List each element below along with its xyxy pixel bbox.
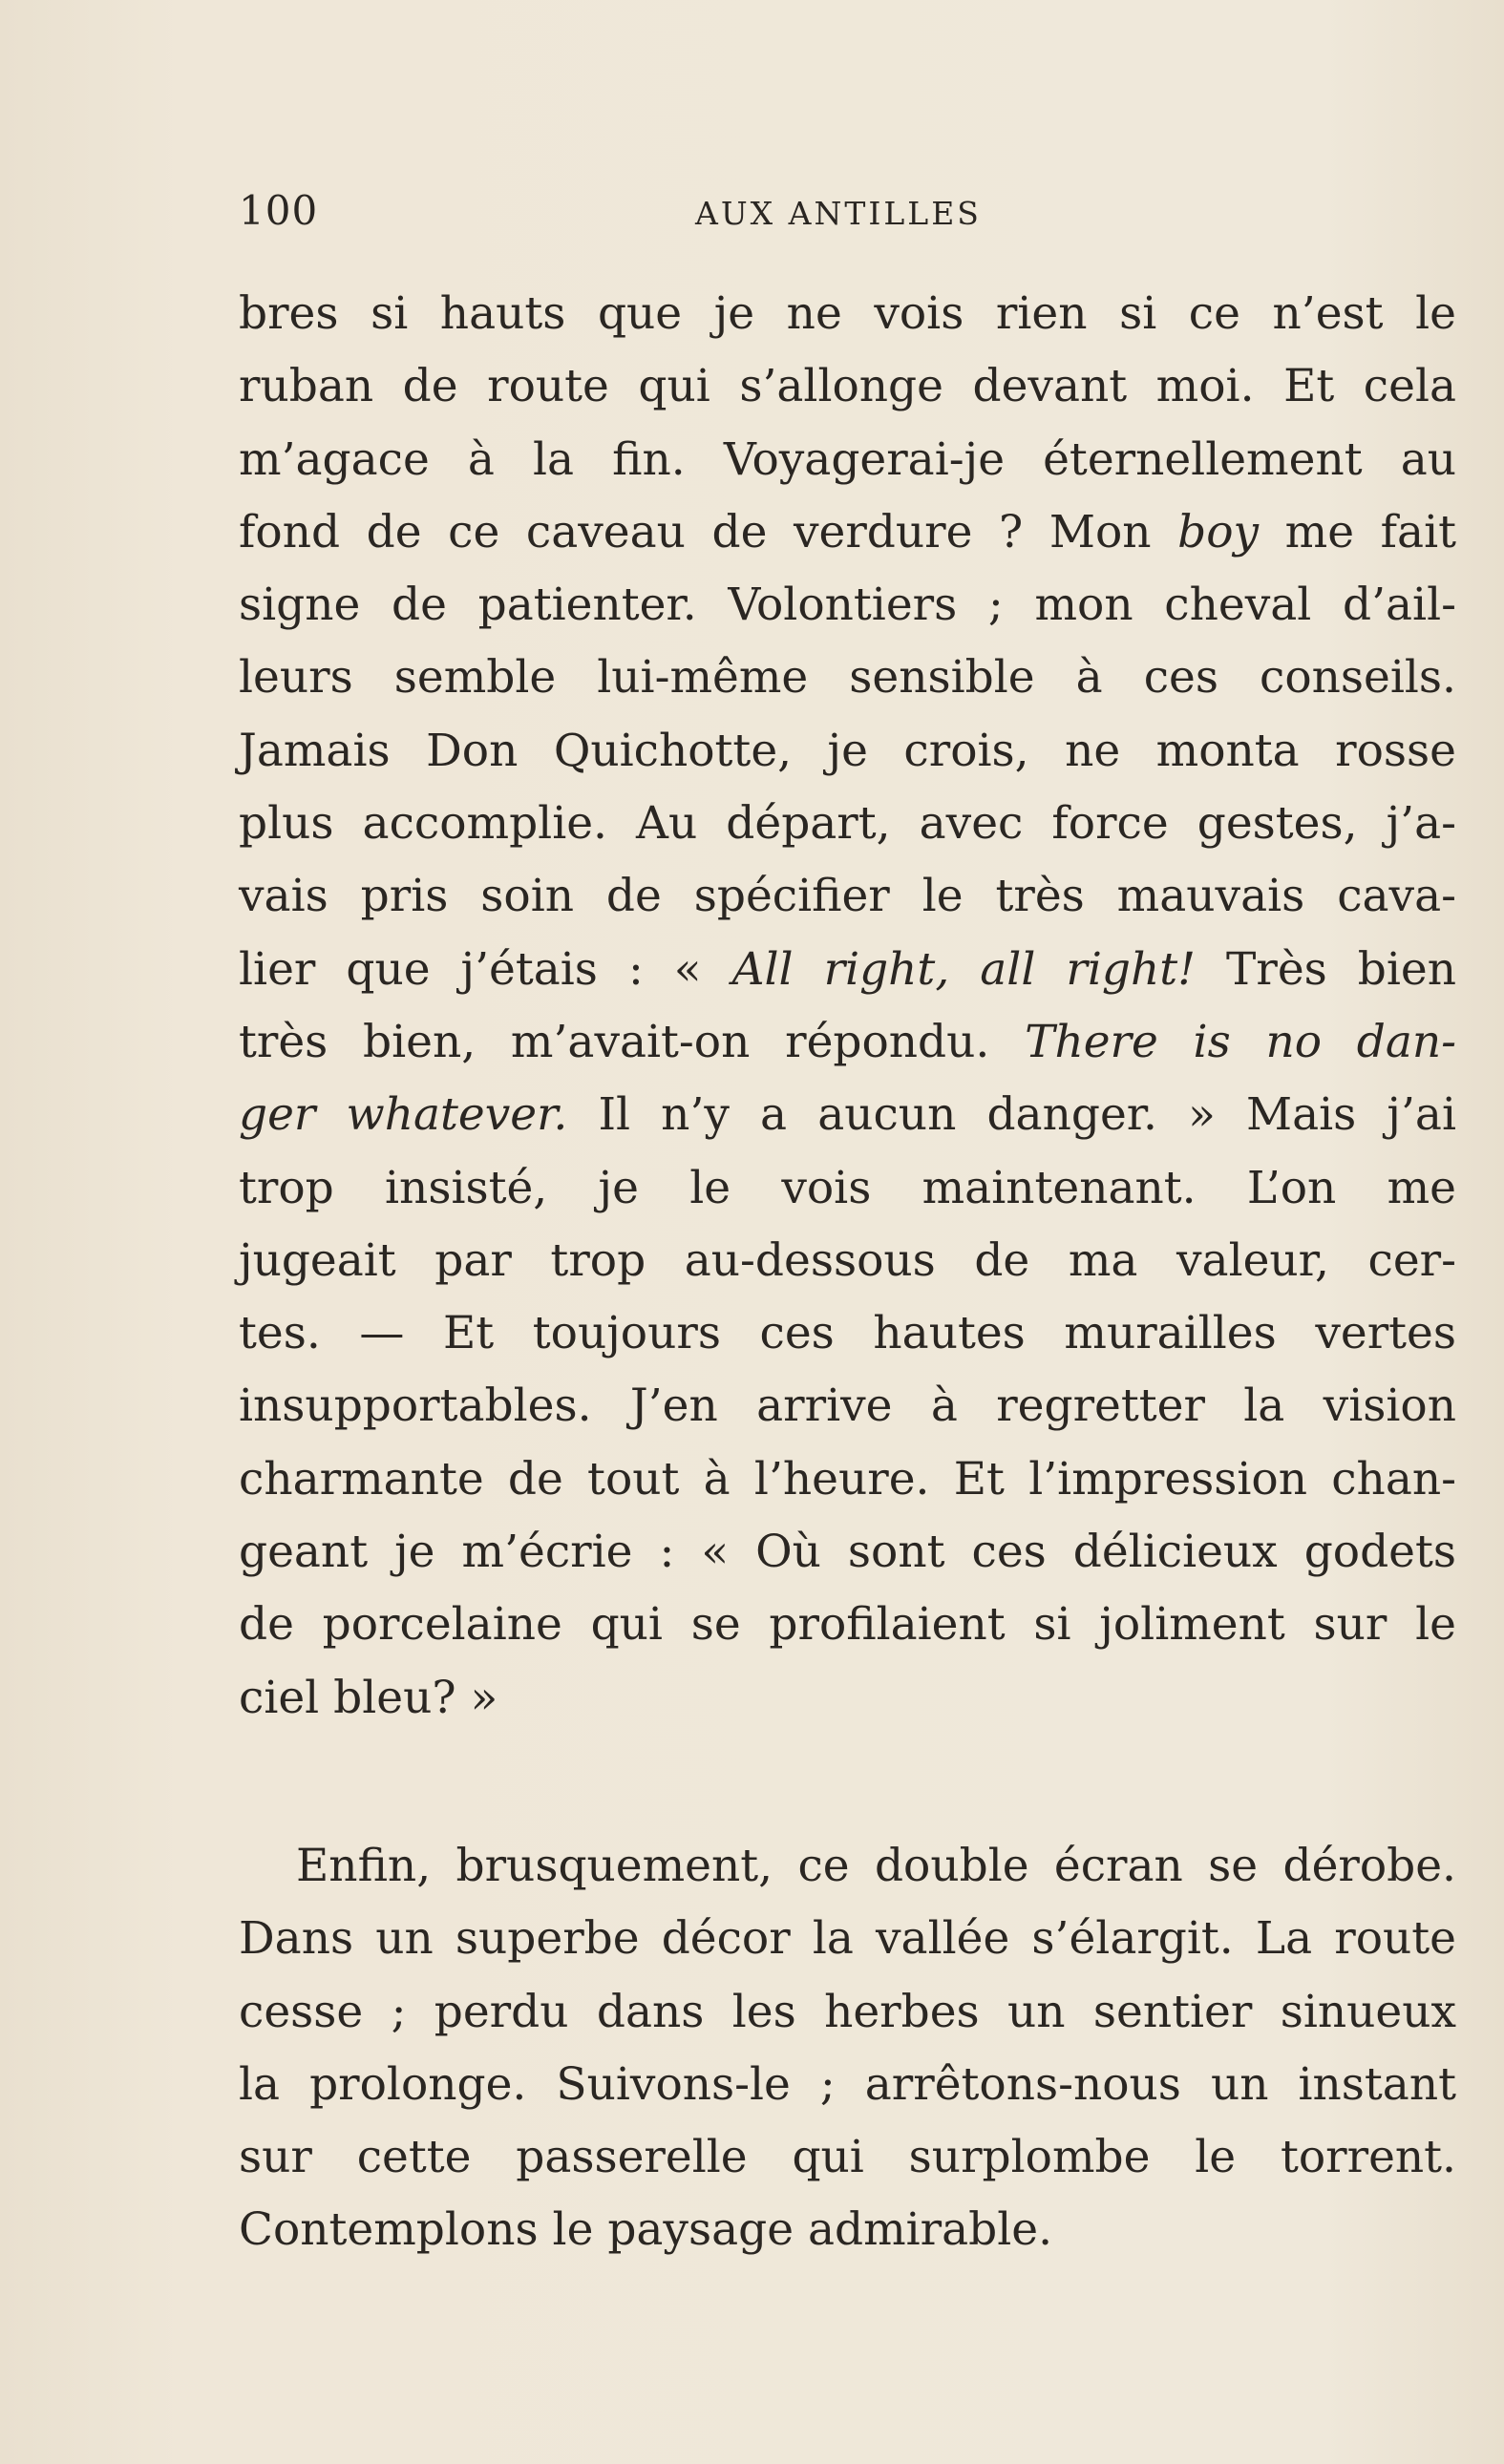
- italic-text: All right, all right!: [731, 942, 1197, 996]
- text-line: signe de patienter. Volontiers ; mon cheval d’ail-: [239, 579, 1456, 632]
- text-line: tes. — Et toujours ces hautes murailles vertes: [239, 1307, 1456, 1360]
- text-run: me fait: [1259, 505, 1456, 558]
- text-line: [239, 1006, 1456, 1079]
- text-line: Jamais Don Quichotte, je crois, ne monta rosse: [239, 724, 1456, 777]
- text-line: de porcelaine qui se profilaient si joliment sur le: [239, 1598, 1456, 1652]
- text-line: cesse ; perdu dans les herbes un sentier sinueux: [239, 1985, 1456, 2038]
- text-run: fond de ce caveau de verdure ? Mon: [239, 505, 1178, 558]
- text-line: sur cette passerelle qui surplombe le torrent.: [239, 2131, 1456, 2184]
- text-run: Très bien: [1196, 942, 1456, 996]
- text-line: m’agace à la fin. Voyagerai-je éternellement au: [239, 432, 1456, 486]
- text-line: insupportables. J’en arrive à regretter la vision: [239, 1379, 1456, 1433]
- text-line: [239, 934, 1456, 1006]
- text-line: vais pris soin de spécifier le très mauvais cava-: [239, 870, 1456, 923]
- text-line: plus accomplie. Au départ, avec force gestes, j’a-: [239, 797, 1456, 851]
- text-run: lier que j’étais : «: [239, 942, 732, 996]
- text-line: la prolonge. Suivons-le ; arrêtons-nous un instant: [239, 2057, 1456, 2111]
- italic-text: boy: [1177, 505, 1260, 558]
- text-line: Contemplons le paysage admirable.: [239, 2203, 1053, 2257]
- text-line: jugeait par trop au-dessous de ma valeur, cer-: [239, 1233, 1456, 1287]
- text-line: Enfin, brusquement, ce double écran se dérobe.: [296, 1840, 1456, 1892]
- text-line: [239, 1079, 1456, 1151]
- page-header: [239, 187, 1461, 241]
- text-line: ruban de route qui s’allonge devant moi. Et cela: [239, 360, 1456, 413]
- italic-text: There is no dan-: [1025, 1015, 1457, 1068]
- paragraph-1: [239, 278, 1456, 1735]
- text-line: [239, 496, 1456, 569]
- text-line: ciel bleu? »: [239, 1671, 498, 1724]
- text-line: trop insisté, je le vois maintenant. L’on me: [239, 1161, 1456, 1214]
- text-line: leurs semble lui-même sensible à ces conseils.: [239, 651, 1456, 705]
- italic-text: ger whatever.: [239, 1088, 568, 1142]
- text-line: Dans un superbe décor la vallée s’élargit. La route: [239, 1912, 1456, 1966]
- text-line: geant je m’écrie : « Où sont ces délicieux godets: [239, 1526, 1456, 1579]
- text-line: bres si hauts que je ne vois rien si ce n’est le: [239, 287, 1456, 340]
- text-run: très bien, m’avait-on répondu.: [239, 1015, 1026, 1068]
- text-line: charmante de tout à l’heure. Et l’impression chan-: [239, 1452, 1456, 1506]
- page-number: 100: [239, 187, 319, 234]
- paragraph-2: [239, 1830, 1456, 2267]
- text-run: Il n’y a aucun danger. » Mais j’ai: [567, 1088, 1456, 1142]
- running-title: AUX ANTILLES: [695, 195, 982, 232]
